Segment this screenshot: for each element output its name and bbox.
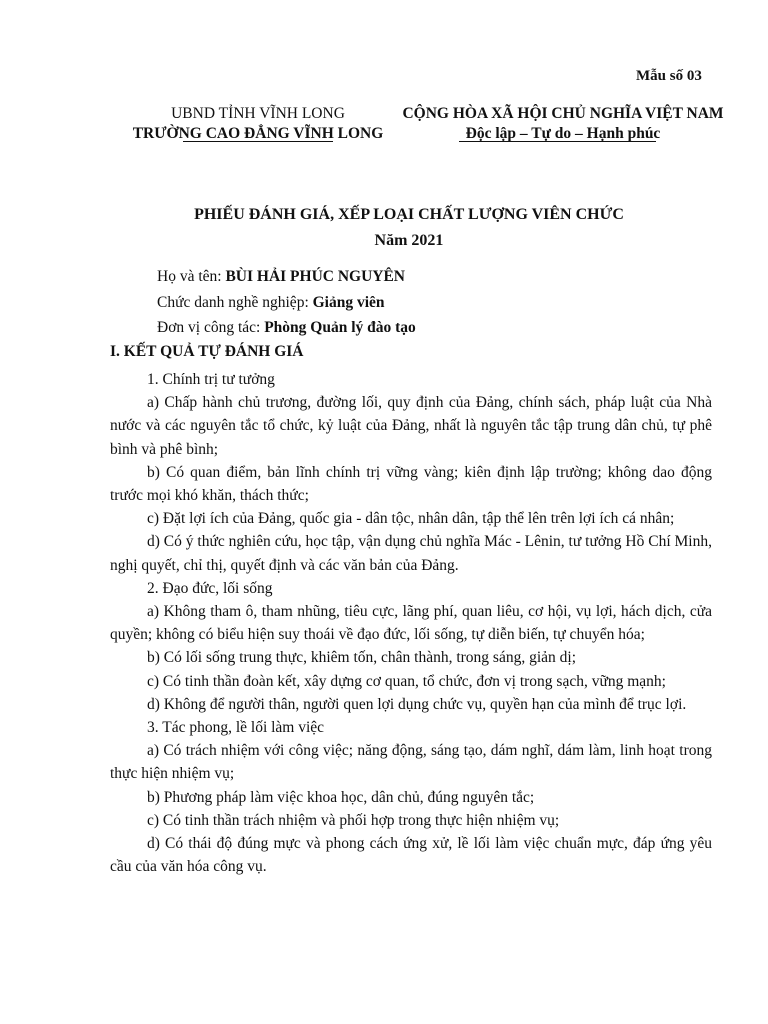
section-heading: I. KẾT QUẢ TỰ ĐÁNH GIÁ [110,343,304,360]
header-right-motto: Độc lập – Tự do – Hạnh phúc [465,125,661,142]
field-name-label: Họ và tên: [157,268,226,285]
paragraph: 1. Chính trị tư tưởng [147,371,275,388]
document-title-block [0,202,768,254]
field-title-label: Chức danh nghề nghiệp: [157,294,313,311]
document-title: PHIẾU ĐÁNH GIÁ, XẾP LOẠI CHẤT LƯỢNG VIÊN CHỨC [194,206,624,223]
paragraph: 3. Tác phong, lề lối làm việc [147,719,325,737]
body-text [110,368,712,878]
paragraph: a) Không tham ô, tham nhũng, tiêu cực, lãng phí, quan liêu, cơ hội, vụ lợi, hách dịch, cửa quyền; không có biểu hiện suy thoái về đạo đức, lối sống, tự diễn biến, tự chuyển hóa; [110,603,712,644]
paragraph: c) Có tinh thần đoàn kết, xây dựng cơ quan, tổ chức, đơn vị trong sạch, vững mạnh; [147,672,666,690]
field-title-value: Giảng viên [312,294,385,311]
header-right-underline [459,141,656,142]
field-unit-value: Phòng Quản lý đào tạo [264,319,416,336]
paragraph: 2. Đạo đức, lối sống [147,579,273,597]
header-right-country: CỘNG HÒA XÃ HỘI CHỦ NGHĨA VIỆT NAM [402,105,724,122]
paragraph: a) Chấp hành chủ trương, đường lối, quy định của Đảng, chính sách, pháp luật của Nhà nước và các nguyên tắc tổ chức, kỷ luật của Đảng, nhất là nguyên tắc tập trung dân chủ, tự phê bình và phê bình; [110,394,712,458]
header-right [398,104,728,144]
paragraph: b) Có lối sống trung thực, khiêm tốn, chân thành, trong sáng, giản dị; [147,649,576,667]
paragraph: b) Có quan điểm, bản lĩnh chính trị vững vàng; kiên định lập trường; không dao động trước mọi khó khăn, thách thức; [110,463,712,505]
field-name-value: BÙI HẢI PHÚC NGUYÊN [225,268,406,285]
field-name [157,265,405,289]
field-title [157,291,385,315]
paragraph: c) Đặt lợi ích của Đảng, quốc gia - dân tộc, nhân dân, tập thể lên trên lợi ích cá nhân; [147,510,675,528]
header-left-underline [183,141,333,142]
field-unit [157,316,416,340]
header-left-school: TRƯỜNG CAO ĐẲNG VĨNH LONG [132,125,384,142]
paragraph: d) Không để người thân, người quen lợi dụng chức vụ, quyền hạn của mình để trục lợi. [147,695,687,713]
paragraph: b) Phương pháp làm việc khoa học, dân chủ, đúng nguyên tắc; [147,788,535,806]
field-unit-label: Đơn vị công tác: [157,319,265,336]
form-number: Mẫu số 03 [636,68,702,84]
paragraph: d) Có thái độ đúng mực và phong cách ứng xử, lề lối làm việc chuẩn mực, đáp ứng yêu cầu của văn hóa công vụ. [110,835,712,876]
header-left-agency: UBND TỈNH VĨNH LONG [171,105,345,122]
paragraph: a) Có trách nhiệm với công việc; năng động, sáng tạo, dám nghĩ, dám làm, linh hoạt trong thực hiện nhiệm vụ; [110,742,712,783]
document-year: Năm 2021 [374,232,444,249]
header-left [118,104,398,144]
paragraph: c) Có tinh thần trách nhiệm và phối hợp trong thực hiện nhiệm vụ; [147,811,560,829]
paragraph: d) Có ý thức nghiên cứu, học tập, vận dụng chủ nghĩa Mác - Lênin, tư tưởng Hồ Chí Minh, nghị quyết, chỉ thị, quyết định và các văn bản của Đảng. [110,533,712,574]
